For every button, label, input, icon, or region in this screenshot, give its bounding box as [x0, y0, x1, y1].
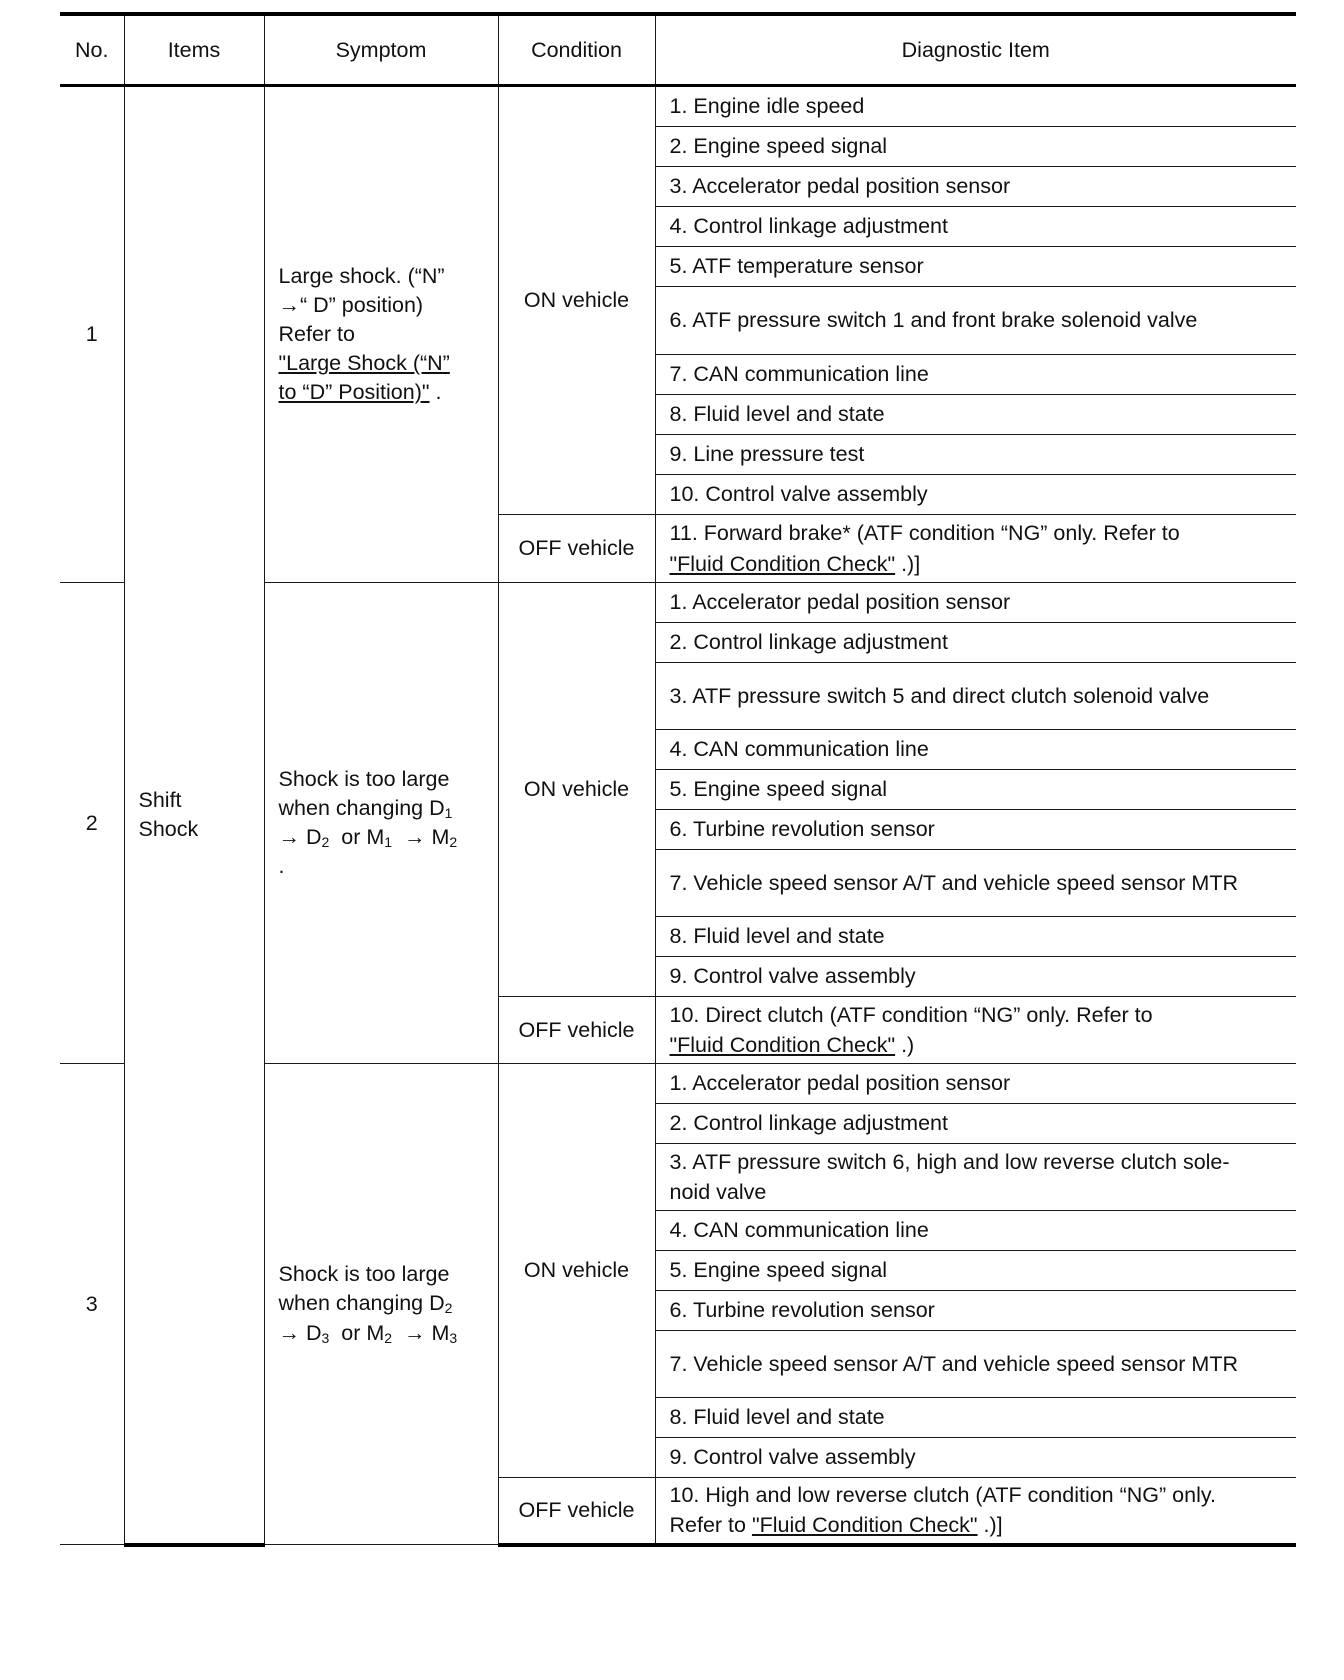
symptom-line: when changing $D_2$	[278, 1291, 453, 1317]
diagnostic-item: 5. ATF temperature sensor	[655, 247, 1296, 287]
condition-on-vehicle: ON vehicle	[498, 583, 655, 997]
diagnostic-item: 1. Accelerator pedal position sensor	[655, 583, 1296, 623]
diagnostic-item: 2. Engine speed signal	[655, 127, 1296, 167]
symptom-line: → $D_2$ or $M_1 \to M_2$	[278, 825, 458, 850]
symptom-cell	[264, 583, 498, 1064]
diagnostic-item: 9. Control valve assembly	[655, 1438, 1296, 1478]
diagnostic-item: 6. ATF pressure switch 1 and front brake solenoid valve	[655, 287, 1296, 355]
item-group-cell	[124, 86, 264, 1545]
symptom-line: Refer to	[278, 321, 355, 346]
condition-on-vehicle: ON vehicle	[498, 1064, 655, 1478]
header-no: No.	[60, 14, 124, 86]
diagnostic-item: 4. Control linkage adjustment	[655, 207, 1296, 247]
diagnostic-item: 6. Turbine revolution sensor	[655, 1291, 1296, 1331]
diagnostic-item: 8. Fluid level and state	[655, 395, 1296, 435]
diagnostic-item: 7. CAN communication line	[655, 355, 1296, 395]
diagnostic-item: 5. Engine speed signal	[655, 1251, 1296, 1291]
fluid-condition-check-link[interactable]: "Fluid Condition Check"	[751, 1513, 978, 1538]
diagnostic-item-text: 3. ATF pressure switch 6, high and low reverse clutch sole-	[669, 1149, 1230, 1174]
diagnostic-item: 7. Vehicle speed sensor A/T and vehicle speed sensor MTR	[655, 1331, 1296, 1398]
symptom-line: .	[278, 854, 285, 879]
item-group-line1: Shift	[138, 787, 182, 812]
symptom-link[interactable]: "Large Shock (“N”	[278, 351, 450, 375]
fluid-condition-check-link[interactable]: "Fluid Condition Check"	[669, 551, 896, 576]
row-number: 3	[60, 1064, 124, 1545]
condition-on-vehicle: ON vehicle	[498, 86, 655, 515]
header-diagnostic-item: Diagnostic Item	[655, 14, 1296, 86]
symptom-cell	[264, 1064, 498, 1545]
diagnostic-item: 1. Accelerator pedal position sensor	[655, 1064, 1296, 1104]
diagnostic-item-text: noid valve	[669, 1180, 767, 1204]
diagnostic-item: 2. Control linkage adjustment	[655, 1104, 1296, 1144]
header-condition: Condition	[498, 14, 655, 86]
diagnostic-item: 4. CAN communication line	[655, 730, 1296, 770]
diagnostic-item-text: 11. Forward brake* (ATF condition “NG” only. Refer to	[669, 521, 1180, 546]
diagnostic-item-text: 10. High and low reverse clutch (ATF condition “NG” only.	[669, 1483, 1216, 1508]
link-suffix: .)]	[977, 1513, 1003, 1538]
diagnostic-item	[655, 997, 1296, 1064]
item-group-line2: Shock	[138, 816, 199, 841]
diagnostic-item: 1. Engine idle speed	[655, 86, 1296, 127]
diagnostic-item: 6. Turbine revolution sensor	[655, 810, 1296, 850]
diagnostic-item	[655, 515, 1296, 583]
condition-off-vehicle: OFF vehicle	[498, 997, 655, 1064]
condition-off-vehicle: OFF vehicle	[498, 1478, 655, 1545]
header-symptom: Symptom	[264, 14, 498, 86]
diagnostic-item: 9. Line pressure test	[655, 435, 1296, 475]
diagnostic-item	[655, 1478, 1296, 1545]
row-number: 1	[60, 86, 124, 583]
symptom-line: Shock is too large	[278, 766, 450, 791]
diagnostic-item: 3. Accelerator pedal position sensor	[655, 167, 1296, 207]
symptom-line: Large shock. (“N”	[278, 263, 445, 288]
header-items: Items	[124, 14, 264, 86]
symptom-link[interactable]: to “D” Position)"	[278, 380, 430, 405]
diagnostic-item: 9. Control valve assembly	[655, 957, 1296, 997]
header-row	[60, 14, 1296, 86]
diagnostic-item: 4. CAN communication line	[655, 1211, 1296, 1251]
symptom-line: → $D_3$ or $M_2 \to M_3$	[278, 1320, 458, 1346]
condition-off-vehicle: OFF vehicle	[498, 515, 655, 583]
diagnostic-item: 5. Engine speed signal	[655, 770, 1296, 810]
diagnostic-item: 7. Vehicle speed sensor A/T and vehicle speed sensor MTR	[655, 850, 1296, 917]
link-suffix: .)]	[895, 551, 921, 576]
diagnostic-item	[655, 1144, 1296, 1211]
diagnostic-item-text: Refer to	[669, 1513, 752, 1538]
table-row	[60, 86, 1296, 127]
symptom-line: when changing $D_1$	[278, 795, 453, 821]
diagnostic-item: 3. ATF pressure switch 5 and direct clutch solenoid valve	[655, 663, 1296, 730]
symptom-link-suffix: .	[429, 380, 442, 405]
fluid-condition-check-link[interactable]: "Fluid Condition Check"	[669, 1033, 896, 1057]
diagnostic-table	[60, 12, 1296, 1547]
diagnostic-item-text: 10. Direct clutch (ATF condition “NG” only. Refer to	[669, 1002, 1153, 1027]
diagnostic-item: 2. Control linkage adjustment	[655, 623, 1296, 663]
diagnostic-item: 10. Control valve assembly	[655, 475, 1296, 515]
symptom-cell	[264, 86, 498, 583]
link-suffix: .)	[895, 1033, 915, 1057]
symptom-line: Shock is too large	[278, 1262, 450, 1287]
symptom-line: →“ D” position)	[278, 292, 424, 317]
diagnostic-item: 8. Fluid level and state	[655, 1398, 1296, 1438]
row-number: 2	[60, 583, 124, 1064]
diagnostic-item: 8. Fluid level and state	[655, 917, 1296, 957]
